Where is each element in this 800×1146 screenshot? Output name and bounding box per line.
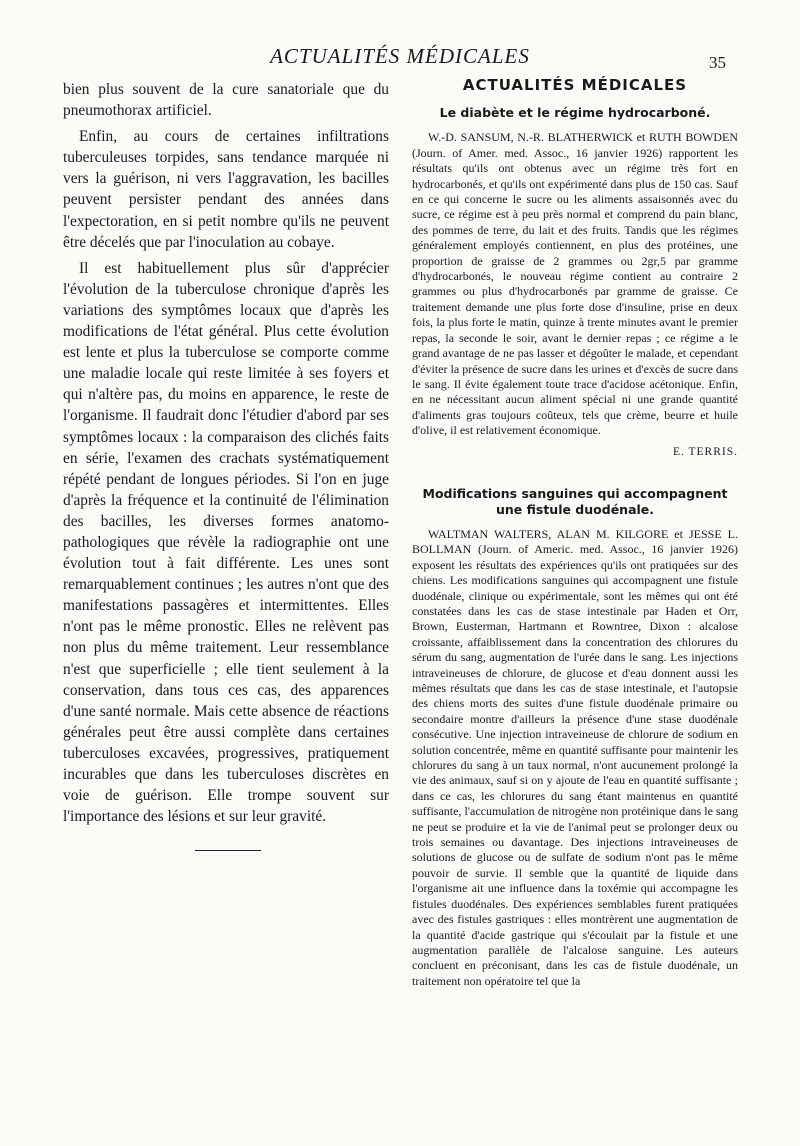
article-1-body: W.-D. SANSUM, N.-R. BLATHERWICK et RUTH BOWDEN (Journ. of Amer. med. Assoc., 16 janvier 1926) rapportent les résultats qu'ils ont obtenus avec un régime très fort en hydrocarbonés, et qu'ils ont expérimenté dans plus de 150 cas. Sauf en ce qui concerne le sucre ou les aliments assaisonnés avec du sucre, ce régime est à peu près normal et comprend du pain blanc, des pommes de terre, du lait et des fruits. Tandis que les régimes généralement employés contiennent, en plus des protéines, une proportion de graisse de 2 grammes ou 2gr,5 par gramme d'hydrocarbonés, le nouveau régime contient au contraire 2 grammes ou plus d'hydrocarbonés par gramme de graisse. Ce traitement demande une plus forte dose d'insuline, prise en deux fois, la plus forte le matin, quinze à trente minutes avant le premier repas, la seconde le soir, avant le dernier repas ; ce régime a le grand avantage de ne pas lasser et dégoûter le malade, et cependant d'éviter la présence de sucre dans les urines et d'excès de sucre dans le sang. Il évite également toute trace d'acidose acétonique. Enfin, en ne nécessitant aucun aliment spécial ni une grande quantité d'aliments gras toujours coûteux, tels que crème, beurre et huile d'olive, il est relativement économique.	[412, 130, 738, 438]
article-1-signature: E. TERRIS.	[672, 445, 738, 458]
right-column	[412, 78, 738, 989]
left-column	[63, 79, 389, 827]
left-paragraph-2: Enfin, au cours de certaines infiltrations tuberculeuses torpides, sans tendance marquée ni vers la guérison, ni vers l'aggravation, les bacilles peuvent persister pendant des années dans l'expectoration, en si petit nombre qu'ils ne peuvent être décelés que par l'inoculation au cobaye.	[63, 128, 389, 251]
running-title: ACTUALITÉS MÉDICALES	[270, 44, 530, 68]
left-paragraph-3: Il est habituellement plus sûr d'apprécier l'évolution de la tuberculose chronique d'après les variations des symptômes locaux que d'après les modifications de l'état général. Plus cette évolution est lente et plus la tuberculose se comporte comme une maladie locale qui reste limitée à ses foyers et qui n'altère pas, du moins en apparence, le reste de l'organisme. Il faudrait donc l'étudier d'abord par ses symptômes locaux : la comparaison des clichés faits en série, l'examen des crachats systématiquement répété pendant de longues périodes. Si l'on en juge d'après la fréquence et la continuité de l'élimination des bacilles, les diverses formes anatomo-pathologiques que révèle la radiographie ont une évolution tout à fait différente. Les unes sont remarquablement continues ; les autres n'ont que des manifestations passagères et intermittentes. Elles n'ont pas le même pronostic. Elles ne relèvent pas non plus du même traitement. Leur ressemblance n'est que superficielle ; elle tient seulement à la conservation, dans tous ces cas, des apparences d'une santé normale. Mais cette absence de réactions générales peut être aussi complète dans certaines tuberculoses excavées, progressives, pratiquement incurables que dans les tuberculoses discrètes en voie de guérison. Elle trompe souvent sur l'importance des lésions et sur leur gravité.	[63, 259, 389, 826]
left-paragraph-1: bien plus souvent de la cure sanatoriale que du pneumothorax artificiel.	[63, 81, 389, 120]
section-title: ACTUALITÉS MÉDICALES	[462, 76, 688, 94]
article-2-title: Modifications sanguines qui accompagnent une fistule duodénale.	[422, 485, 728, 517]
article-gap	[412, 460, 738, 486]
article-2-body: WALTMAN WALTERS, ALAN M. KILGORE et JESSE L. BOLLMAN (Journ. of Americ. med. Assoc., 16 janvier 1926) exposent les résultats des expériences qu'ils ont pratiquées sur des chiens. Les modifications sanguines qui accompagnent une fistule duodénale, clinique ou expérimentale, sont les mêmes qui ont été constatées dans les cas de stase intestinale par Haden et Orr, Brown, Eusterman, Hartmann et Rowntree, Dixon : alcalose croissante, affaiblissement dans la concentration des chlorures du sérum du sang, augmentation de l'urée dans le sang. Les injections intraveineuses de chlorure, de glucose et d'eau donnent aussi les mêmes résultats que dans les cas de stase intestinale, et l'autopsie des chiens morts des suites d'une fistule duodénale primaire ou secondaire montre d'ailleurs la présence d'une stase duodénale consécutive. Une injection intraveineuse de chlorure de sodium en solution concentrée, même en quantité suffisante pour maintenir les chlorures du sang à un taux normal, n'ont aucunement prolongé la vie des animaux, sauf si on y ajoute de l'eau en quantité suffisante ; dans ce cas, les chlorures du sang étant maintenus en quantité suffisante, l'accumulation de nitrogène non protéinique dans le sang ne peut se produire et la vie de l'animal peut se prolonger deux ou trois semaines ou davantage. Des injections intraveineuses de solutions de glucose ou de sulfate de sodium n'ont pas le même pouvoir de survie. Il semble que la quantité de liquide dans l'organisme ait une influence dans la toxémie qui accompagne les fistules duodénales. Des expériences semblables furent pratiquées avec des fistules gastriques : elles montrèrent une augmentation de la quantité d'acide gastrique qui s'écoulait par la fistule et une augmentation parallèle de l'alcalose sanguine. Les auteurs concluent en préconisant, dans les cas de fistule duodénale, un traitement non opératoire tel que la	[412, 526, 738, 988]
article-1-title: Le diabète et le régime hydrocarboné.	[439, 105, 711, 121]
section-separator-rule	[195, 850, 261, 851]
page-number: 35	[709, 53, 726, 72]
